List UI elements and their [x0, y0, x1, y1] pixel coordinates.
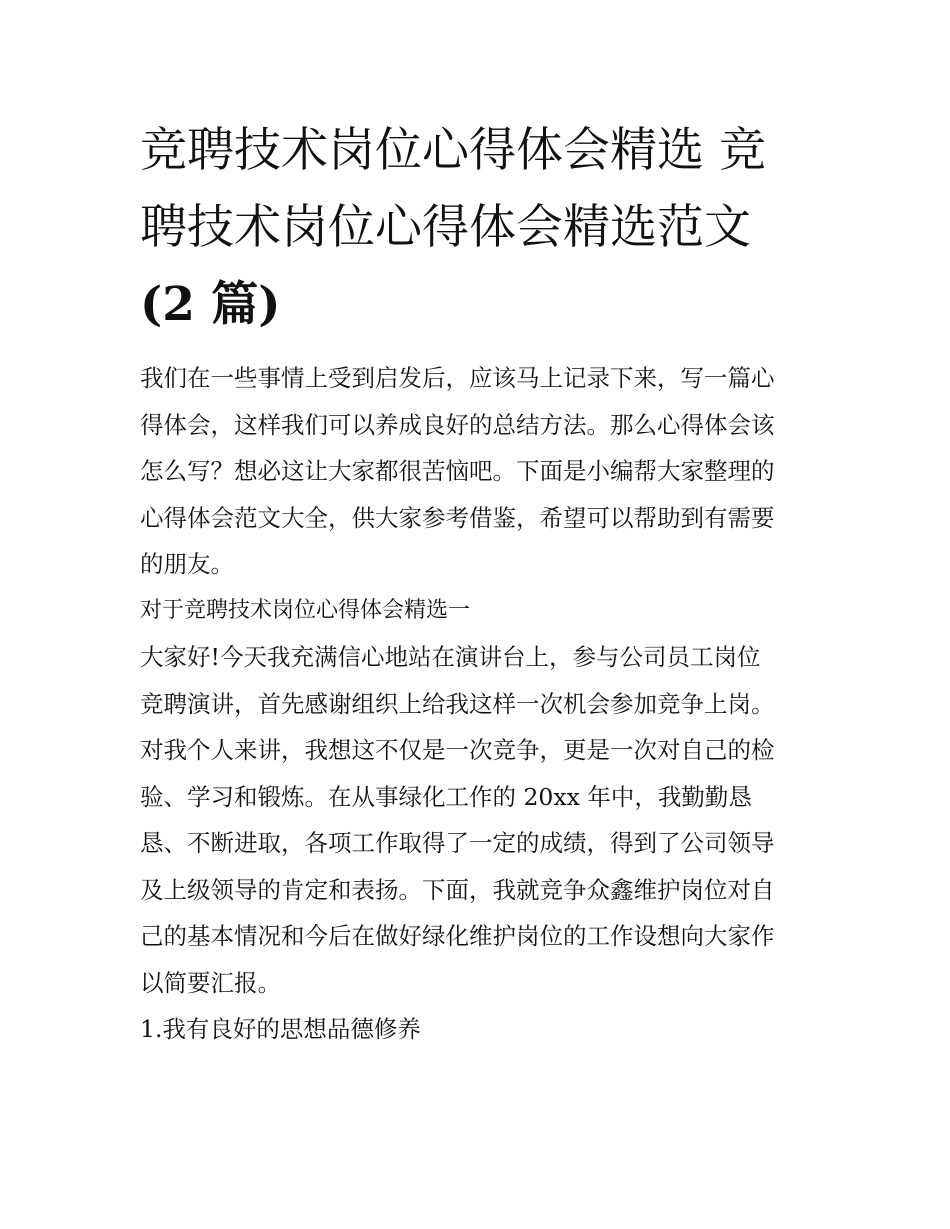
- section-line: 以简要汇报。: [140, 968, 281, 997]
- section-line: 对我个人来讲，我想这不仅是一次竞争，更是一次对自己的检: [140, 736, 775, 764]
- subheading: 1.我有良好的思想品德修养: [140, 1015, 421, 1043]
- section-heading: 对于竞聘技术岗位心得体会精选一: [140, 597, 471, 623]
- intro-line: 的朋友。: [140, 550, 234, 578]
- title-line-1: 竞聘技术岗位心得体会精选 竞: [140, 123, 766, 178]
- section-line: 竞聘演讲，首先感谢组织上给我这样一次机会参加竞争上岗。: [140, 689, 775, 718]
- intro-line: 心得体会范文大全，供大家参考借鉴，希望可以帮助到有需要: [140, 503, 775, 532]
- document-page: [140, 112, 814, 1053]
- section-line: 大家好!今天我充满信心地站在演讲台上，参与公司员工岗位: [140, 643, 761, 671]
- section-line: 验、学习和锻炼。在从事绿化工作的 20xx 年中，我勤勤恳: [140, 782, 752, 811]
- section-line: 己的基本情况和今后在做好绿化维护岗位的工作设想向大家作: [140, 922, 775, 950]
- intro-line: 得体会，这样我们可以养成良好的总结方法。那么心得体会该: [140, 410, 775, 439]
- title-line-2: 聘技术岗位心得体会精选范文: [140, 200, 751, 255]
- document-body: [140, 355, 814, 1053]
- intro-line: 怎么写？想必这让大家都很苦恼吧。下面是小编帮大家整理的: [140, 457, 775, 485]
- title-line-3: (2 篇): [140, 277, 281, 332]
- intro-line: 我们在一些事情上受到启发后，应该马上记录下来，写一篇心: [140, 364, 775, 392]
- section-line: 及上级领导的肯定和表扬。下面，我就竞争众鑫维护岗位对自: [140, 875, 775, 904]
- section-line: 恳、不断进取，各项工作取得了一定的成绩，得到了公司领导: [140, 829, 775, 857]
- document-title: [140, 112, 814, 343]
